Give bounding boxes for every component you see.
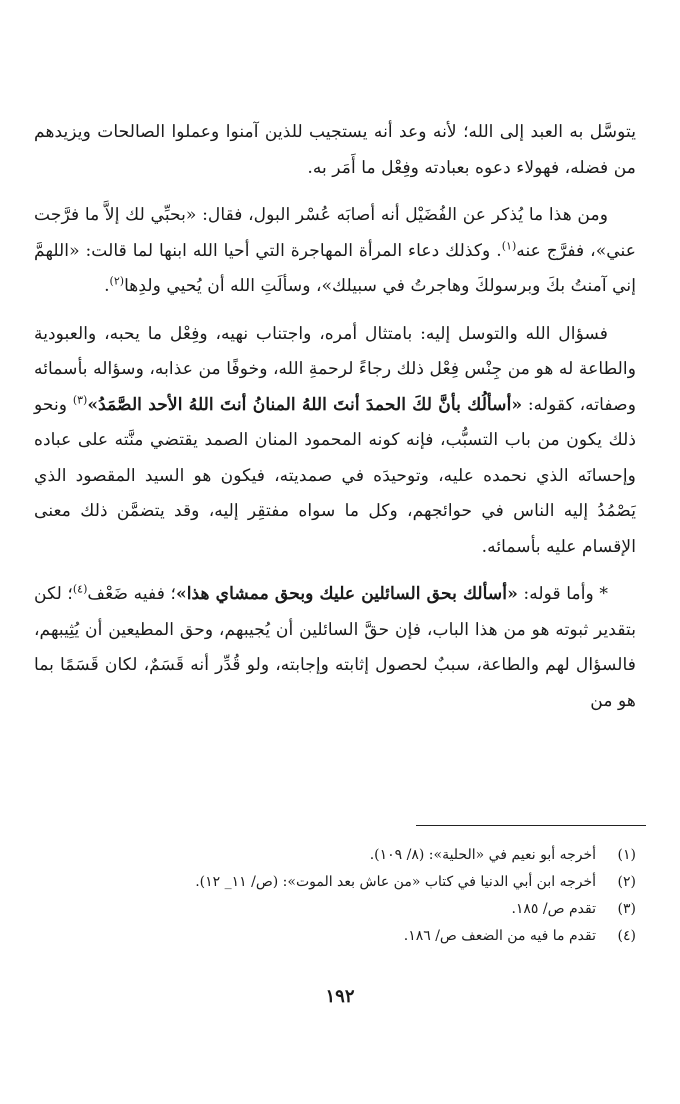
paragraph-2 [34,198,636,305]
footnote-text: تقدم ما فيه من الضعف ص/ ١٨٦. [403,928,596,944]
footnote-text: تقدم ص/ ١٨٥. [511,901,596,917]
paragraph-2-text-b: . وكذلك دعاء المرأة المهاجرة التي أحيا الله ابنها لما قالت: «اللهمَّ إني آمنتُ بكَ وبرسولكَ وهاجرتُ في سبيلك»، وسألَتِ الله أن يُحيي ولدِها [34,240,636,296]
footnote-divider [416,825,646,826]
page-number: ١٩٢ [325,986,355,1007]
footnote-ref-2: (٢) [109,274,125,288]
paragraph-4-text-a: وأما قوله: [517,584,594,604]
paragraph-3-text-a: فسؤال الله والتوسل إليه: بامتثال أمره، واجتناب نهيه، وفِعْل ما يحبه، والعبودية والطاعة له هو من جِنْس فِعْل ذلك رجاءً لرحمةِ الله، وخوفًا من عذابه، وسؤاله بأسمائه وصفاته، كقوله: [34,323,637,415]
paragraph-3 [34,317,636,566]
footnote-number: (١) [617,847,636,863]
footnote-item [44,869,636,896]
paragraph-4 [34,577,636,719]
footnote-item [44,896,636,923]
footnotes [44,842,636,950]
hadith-quote-2: «أسألك بحق السائلين عليك وبحق ممشاي هذا» [175,584,518,604]
hadith-quote-1: «أسألُك بأنَّ لكَ الحمدَ أنتَ اللهُ المنانُ أنتَ اللهُ الأحد الصَّمَدُ» [87,394,523,415]
footnote-text: أخرجه ابن أبي الدنيا في كتاب «من عاش بعد الموت»: (ص/ ١١_ ١٢). [195,874,596,890]
paragraph-4-text-b: ؛ ففيه ضَعْف [87,584,176,604]
footnote-ref-1: (١) [501,238,517,252]
footnote-text: أخرجه أبو نعيم في «الحلية»: (٨/ ١٠٩). [369,847,596,863]
footnote-number: (٢) [617,874,636,890]
paragraph-2-text-c: . [104,276,110,296]
footnote-item [44,923,636,950]
footnote-ref-4: (٤) [72,582,88,596]
paragraph-1-line-1: يتوسَّل به العبد إلى الله؛ لأنه وعد أنه يستجيب للذين آمنوا وعملوا [171,122,636,142]
footnote-number: (٤) [617,928,636,944]
paragraph-3-text-b: ونحو ذلك يكون من باب التسبُّب، فإنه كونه المحمود المنان الصمد يقتضي منَّته على عباده وإحسانَه الذي نحمده عليه، وتوحيدَه في صمديته، فيكون هو السيد المقصود الذي يَصْمُدُ إليه الناس في حوائجهم، وكل ما سواه مفتقِر إليه، وقد يتضمَّن ذلك معنى الإقسام عليه بأسمائه. [34,394,636,557]
paragraph-2-text-a: ومن هذا ما يُذكر عن الفُضَيْل أنه أصابَه عُسْر البول، فقال: «بحبِّي لك إلاَّ ما فرَّجت عني»، ففرَّج عنه [34,205,636,261]
footnote-item [44,842,636,869]
paragraph-4-text-c: ؛ لكن بتقدير ثبوته هو من هذا الباب، فإن حقَّ السائلين أن يُجيبهم، وحق المطيعين أن يُثِيبهم، فالسؤال لهم والطاعة، سببٌ لحصول إثابته وإجابته، ولو قُدِّر أنه قَسَمٌ، لكان قَسَمًا بما هو من [34,584,636,711]
page-body [34,115,636,719]
paragraph-1 [34,115,636,186]
footnote-ref-3: (٣) [72,392,88,406]
star-marker: * [593,584,608,604]
paragraph-1-line-2: الصالحات ويزيدهم من فضله، فهولاء دعوه بعبادته وفِعْل ما أَمَر به. [34,122,636,178]
footnote-number: (٣) [617,901,636,917]
